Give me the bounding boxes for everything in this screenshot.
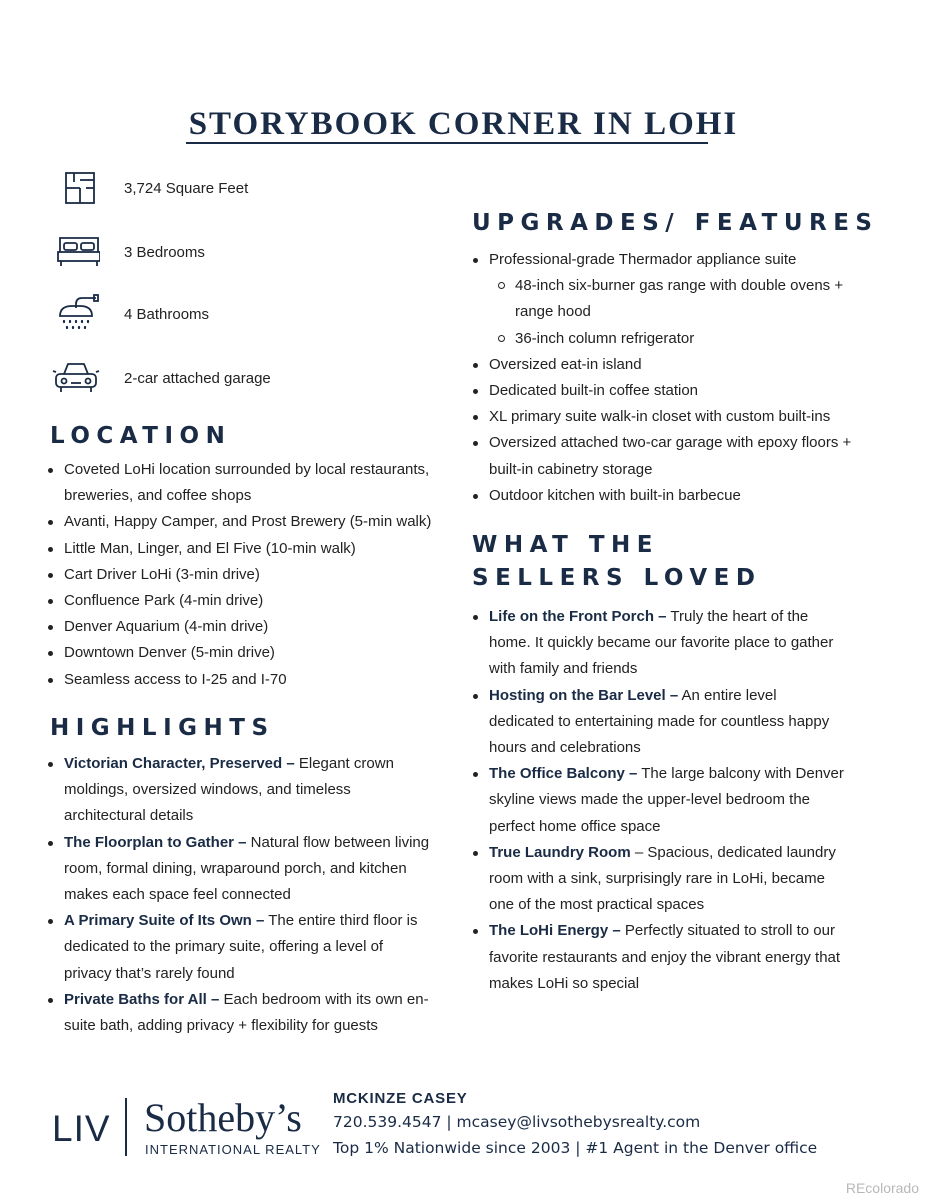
item-text: Natural flow between living room, formal dining, wraparound porch, and kitchen makes each space feel connected bbox=[64, 833, 430, 904]
upgrades-list bbox=[473, 247, 857, 509]
bed-icon bbox=[52, 232, 100, 272]
item-title: True Laundry Room bbox=[489, 843, 631, 861]
item-text: – Spacious, dedicated laundry room with a sink, surprisingly rare in LoHi, became one of the most practical spaces bbox=[489, 843, 836, 914]
item-text: An entire level dedicated to entertaining made for countless happy hours and celebrations bbox=[489, 686, 830, 757]
spec-bathrooms bbox=[52, 294, 432, 334]
loved-heading-line2: SELLERS LOVED bbox=[472, 565, 762, 591]
list-item: Little Man, Linger, and El Five (10-min walk) bbox=[48, 536, 438, 562]
highlights-list bbox=[48, 751, 434, 1039]
spec-garage bbox=[52, 358, 432, 398]
logo-liv-text: LIV bbox=[52, 1108, 111, 1149]
item-title: The LoHi Energy – bbox=[489, 922, 621, 940]
spec-bedrooms bbox=[52, 232, 432, 272]
list-item: Downtown Denver (5-min drive) bbox=[48, 640, 438, 666]
item-title: The Floorplan to Gather – bbox=[64, 833, 247, 851]
title-divider bbox=[186, 142, 708, 144]
list-item: Outdoor kitchen with built-in barbecue bbox=[473, 483, 857, 509]
item-text: Truly the heart of the home. It quickly became our favorite place to gather with family and friends bbox=[489, 608, 834, 678]
list-item bbox=[48, 751, 434, 830]
list-item: Dedicated built-in coffee station bbox=[473, 378, 857, 404]
list-item: Cart Driver LoHi (3-min drive) bbox=[48, 562, 438, 588]
location-heading: LOCATION bbox=[50, 423, 232, 449]
car-icon bbox=[52, 358, 100, 398]
watermark: REcolorado bbox=[845, 1180, 919, 1196]
list-item: Avanti, Happy Camper, and Prost Brewery (5-min walk) bbox=[48, 509, 438, 535]
list-item: Oversized attached two-car garage with epoxy floors + built-in cabinetry storage bbox=[473, 430, 857, 482]
item-text: Elegant crown moldings, oversized windows, and timeless architectural details bbox=[64, 755, 394, 825]
list-item: Seamless access to I-25 and I-70 bbox=[48, 667, 438, 693]
item-title: The Office Balcony – bbox=[489, 765, 638, 783]
item-text: Each bedroom with its own en-suite bath, adding privacy + flexibility for guests bbox=[64, 990, 429, 1035]
item-text: Professional-grade Thermador appliance suite bbox=[489, 251, 797, 268]
item-text: The entire third floor is dedicated to the primary suite, offering a level of privacy that’s rarely found bbox=[64, 912, 418, 982]
agent-contact: 720.539.4547 | mcasey@livsothebysrealty.com bbox=[333, 1113, 701, 1131]
logo-sothebys-text: Sotheby’s bbox=[144, 1095, 302, 1140]
agent-tagline: Top 1% Nationwide since 2003 | #1 Agent in the Denver office bbox=[333, 1139, 818, 1157]
logo-international-realty-text: INTERNATIONAL REALTY bbox=[145, 1142, 321, 1157]
sub-list bbox=[489, 273, 857, 352]
floorplan-icon bbox=[52, 168, 100, 208]
item-text: Perfectly situated to stroll to our favorite restaurants and enjoy the vibrant energy that makes LoHi so special bbox=[489, 922, 841, 992]
item-title: Life on the Front Porch – bbox=[489, 608, 667, 625]
item-title: Private Baths for All – bbox=[64, 990, 220, 1008]
list-item bbox=[473, 918, 845, 997]
shower-icon bbox=[52, 294, 100, 334]
list-item bbox=[473, 840, 845, 919]
brokerage-logo bbox=[52, 1094, 322, 1162]
location-list bbox=[48, 457, 438, 693]
item-title: Hosting on the Bar Level – bbox=[489, 686, 679, 704]
list-item bbox=[473, 247, 857, 352]
spec-text: 3 Bedrooms bbox=[124, 244, 205, 261]
list-item: Denver Aquarium (4-min drive) bbox=[48, 614, 438, 640]
upgrades-heading: UPGRADES/ FEATURES bbox=[472, 210, 879, 236]
list-item bbox=[48, 830, 434, 909]
list-item: XL primary suite walk-in closet with custom built-ins bbox=[473, 404, 857, 430]
list-item: Confluence Park (4-min drive) bbox=[48, 588, 438, 614]
loved-list bbox=[473, 604, 845, 997]
sub-list-item: 36-inch column refrigerator bbox=[489, 326, 857, 352]
list-item: Coveted LoHi location surrounded by local restaurants, breweries, and coffee shops bbox=[48, 457, 438, 509]
spec-square-feet bbox=[52, 168, 432, 208]
list-item bbox=[48, 987, 434, 1039]
spec-text: 3,724 Square Feet bbox=[124, 180, 249, 197]
page-title: STORYBOOK CORNER IN LOHI bbox=[188, 106, 739, 143]
loved-heading-line1: WHAT THE bbox=[472, 532, 659, 558]
item-title: A Primary Suite of Its Own – bbox=[64, 912, 265, 930]
highlights-heading: HIGHLIGHTS bbox=[50, 715, 275, 741]
sub-list-item: 48-inch six-burner gas range with double ovens + range hood bbox=[489, 273, 857, 325]
spec-text: 4 Bathrooms bbox=[124, 306, 210, 323]
list-item: Oversized eat-in island bbox=[473, 352, 857, 378]
logo-divider bbox=[125, 1098, 127, 1156]
list-item bbox=[473, 604, 845, 683]
list-item bbox=[473, 683, 845, 762]
item-text: The large balcony with Denver skyline views made the upper-level bedroom the perfect home office space bbox=[489, 765, 844, 835]
agent-name: MCKINZE CASEY bbox=[333, 1090, 468, 1107]
list-item bbox=[48, 908, 434, 987]
spec-text: 2-car attached garage bbox=[124, 370, 271, 387]
list-item bbox=[473, 761, 845, 840]
item-title: Victorian Character, Preserved – bbox=[64, 755, 295, 772]
